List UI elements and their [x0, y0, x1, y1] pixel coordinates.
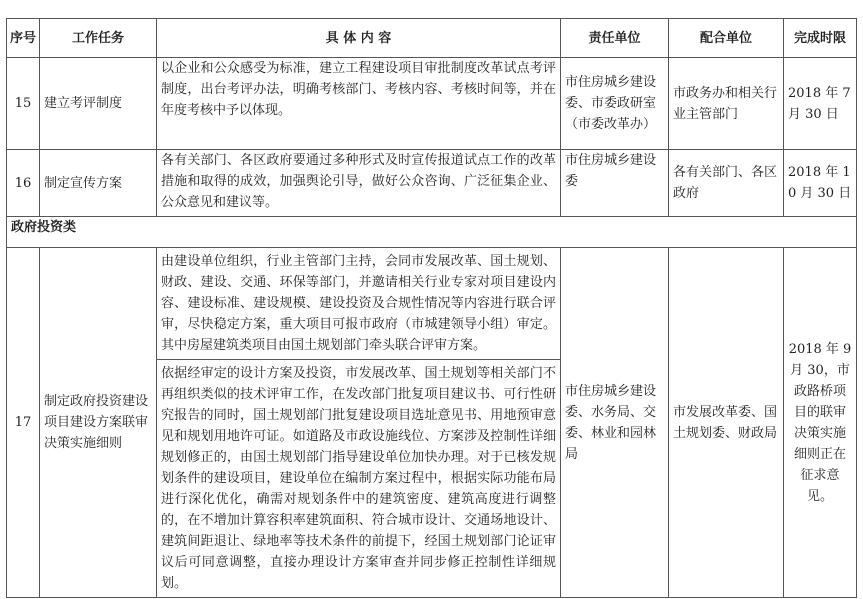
header-coop: 配合单位	[669, 19, 784, 58]
task-table	[6, 18, 857, 598]
table-header-row	[7, 19, 857, 58]
content-paragraph-2: 依据经审定的设计方案及投资，市发展改革、国土规划等相关部门不再组织类似的技术评审工作，在发改部门批复项目建议书、可行性研究报告的同时，国土规划部门批复建设项目选址意见书、用地预审意见和规划用地许可证。如道路及市政设施线位、方案涉及控制性详细规划修正的，由国土规划部门指导建设单位加快办理。对于已核发规划条件的建设项目，建设单位在编制方案过程中，根据实际功能布局进行深化优化，确需对规划条件中的建筑密度、建筑高度进行调整的，在不增加计算容积率建筑面积、符合城市设计、交通场地设计、建筑间距退让、绿地率等技术条件的前提下，经国土规划部门论证审议后可同意调整，直接办理设计方案审查并同步修正控制性详细规划。	[157, 359, 560, 597]
row-deadline: 2018 年 10 月 30 日	[784, 150, 857, 217]
row-content: 各有关部门、各区政府要通过多种形式及时宣传报道试点工作的改革措施和取得的成效，加强舆论引导，做好公众咨询、广泛征集企业、公众意见和建议等。	[157, 150, 561, 217]
section-title: 政府投资类	[7, 217, 857, 248]
table-row	[7, 58, 857, 150]
header-deadline: 完成时限	[784, 19, 857, 58]
row-no: 17	[7, 248, 40, 598]
row-coop: 市发展改革委、国土规划委、财政局	[669, 248, 784, 598]
row-content: 以企业和公众感受为标准，建立工程建设项目审批制度改革试点考评制度，出台考评办法，明确考核部门、考核内容、考核时间等，并在年度考核中予以体现。	[157, 58, 561, 150]
row-owner: 市住房城乡建设委、水务局、交委、林业和园林局	[561, 248, 669, 598]
header-content: 具 体 内 容	[157, 19, 561, 58]
header-no: 序号	[7, 19, 40, 58]
table-row	[7, 248, 857, 598]
row-deadline: 2018 年 9 月 30，市政路桥项目的联审决策实施细则正在征求意见。	[784, 248, 857, 598]
row-coop: 市政务办和相关行业主管部门	[669, 58, 784, 150]
row-task: 制定宣传方案	[40, 150, 157, 217]
header-owner: 责任单位	[561, 19, 669, 58]
row-coop: 各有关部门、各区政府	[669, 150, 784, 217]
content-paragraph-1: 由建设单位组织，行业主管部门主持，会同市发展改革、国土规划、财政、建设、交通、环保等部门，并邀请相关行业专家对项目建设内容、建设标准、建设规模、建设投资及合规性情况等内容进行联合评审，尽快稳定方案，重大项目可报市政府（市城建领导小组）审定。其中房屋建筑类项目由国土规划部门牵头联合评审方案。	[161, 254, 556, 353]
table-row	[7, 150, 857, 217]
header-task: 工作任务	[40, 19, 157, 58]
row-owner: 市住房城乡建设委	[561, 150, 669, 217]
row-task: 制定政府投资建设项目建设方案联审决策实施细则	[40, 248, 157, 598]
row-deadline: 2018 年 7 月 30 日	[784, 58, 857, 150]
row-no: 15	[7, 58, 40, 150]
row-owner: 市住房城乡建设委、市委政研室（市委改革办）	[561, 58, 669, 150]
row-content	[157, 248, 561, 598]
section-row	[7, 217, 857, 248]
row-task: 建立考评制度	[40, 58, 157, 150]
row-no: 16	[7, 150, 40, 217]
